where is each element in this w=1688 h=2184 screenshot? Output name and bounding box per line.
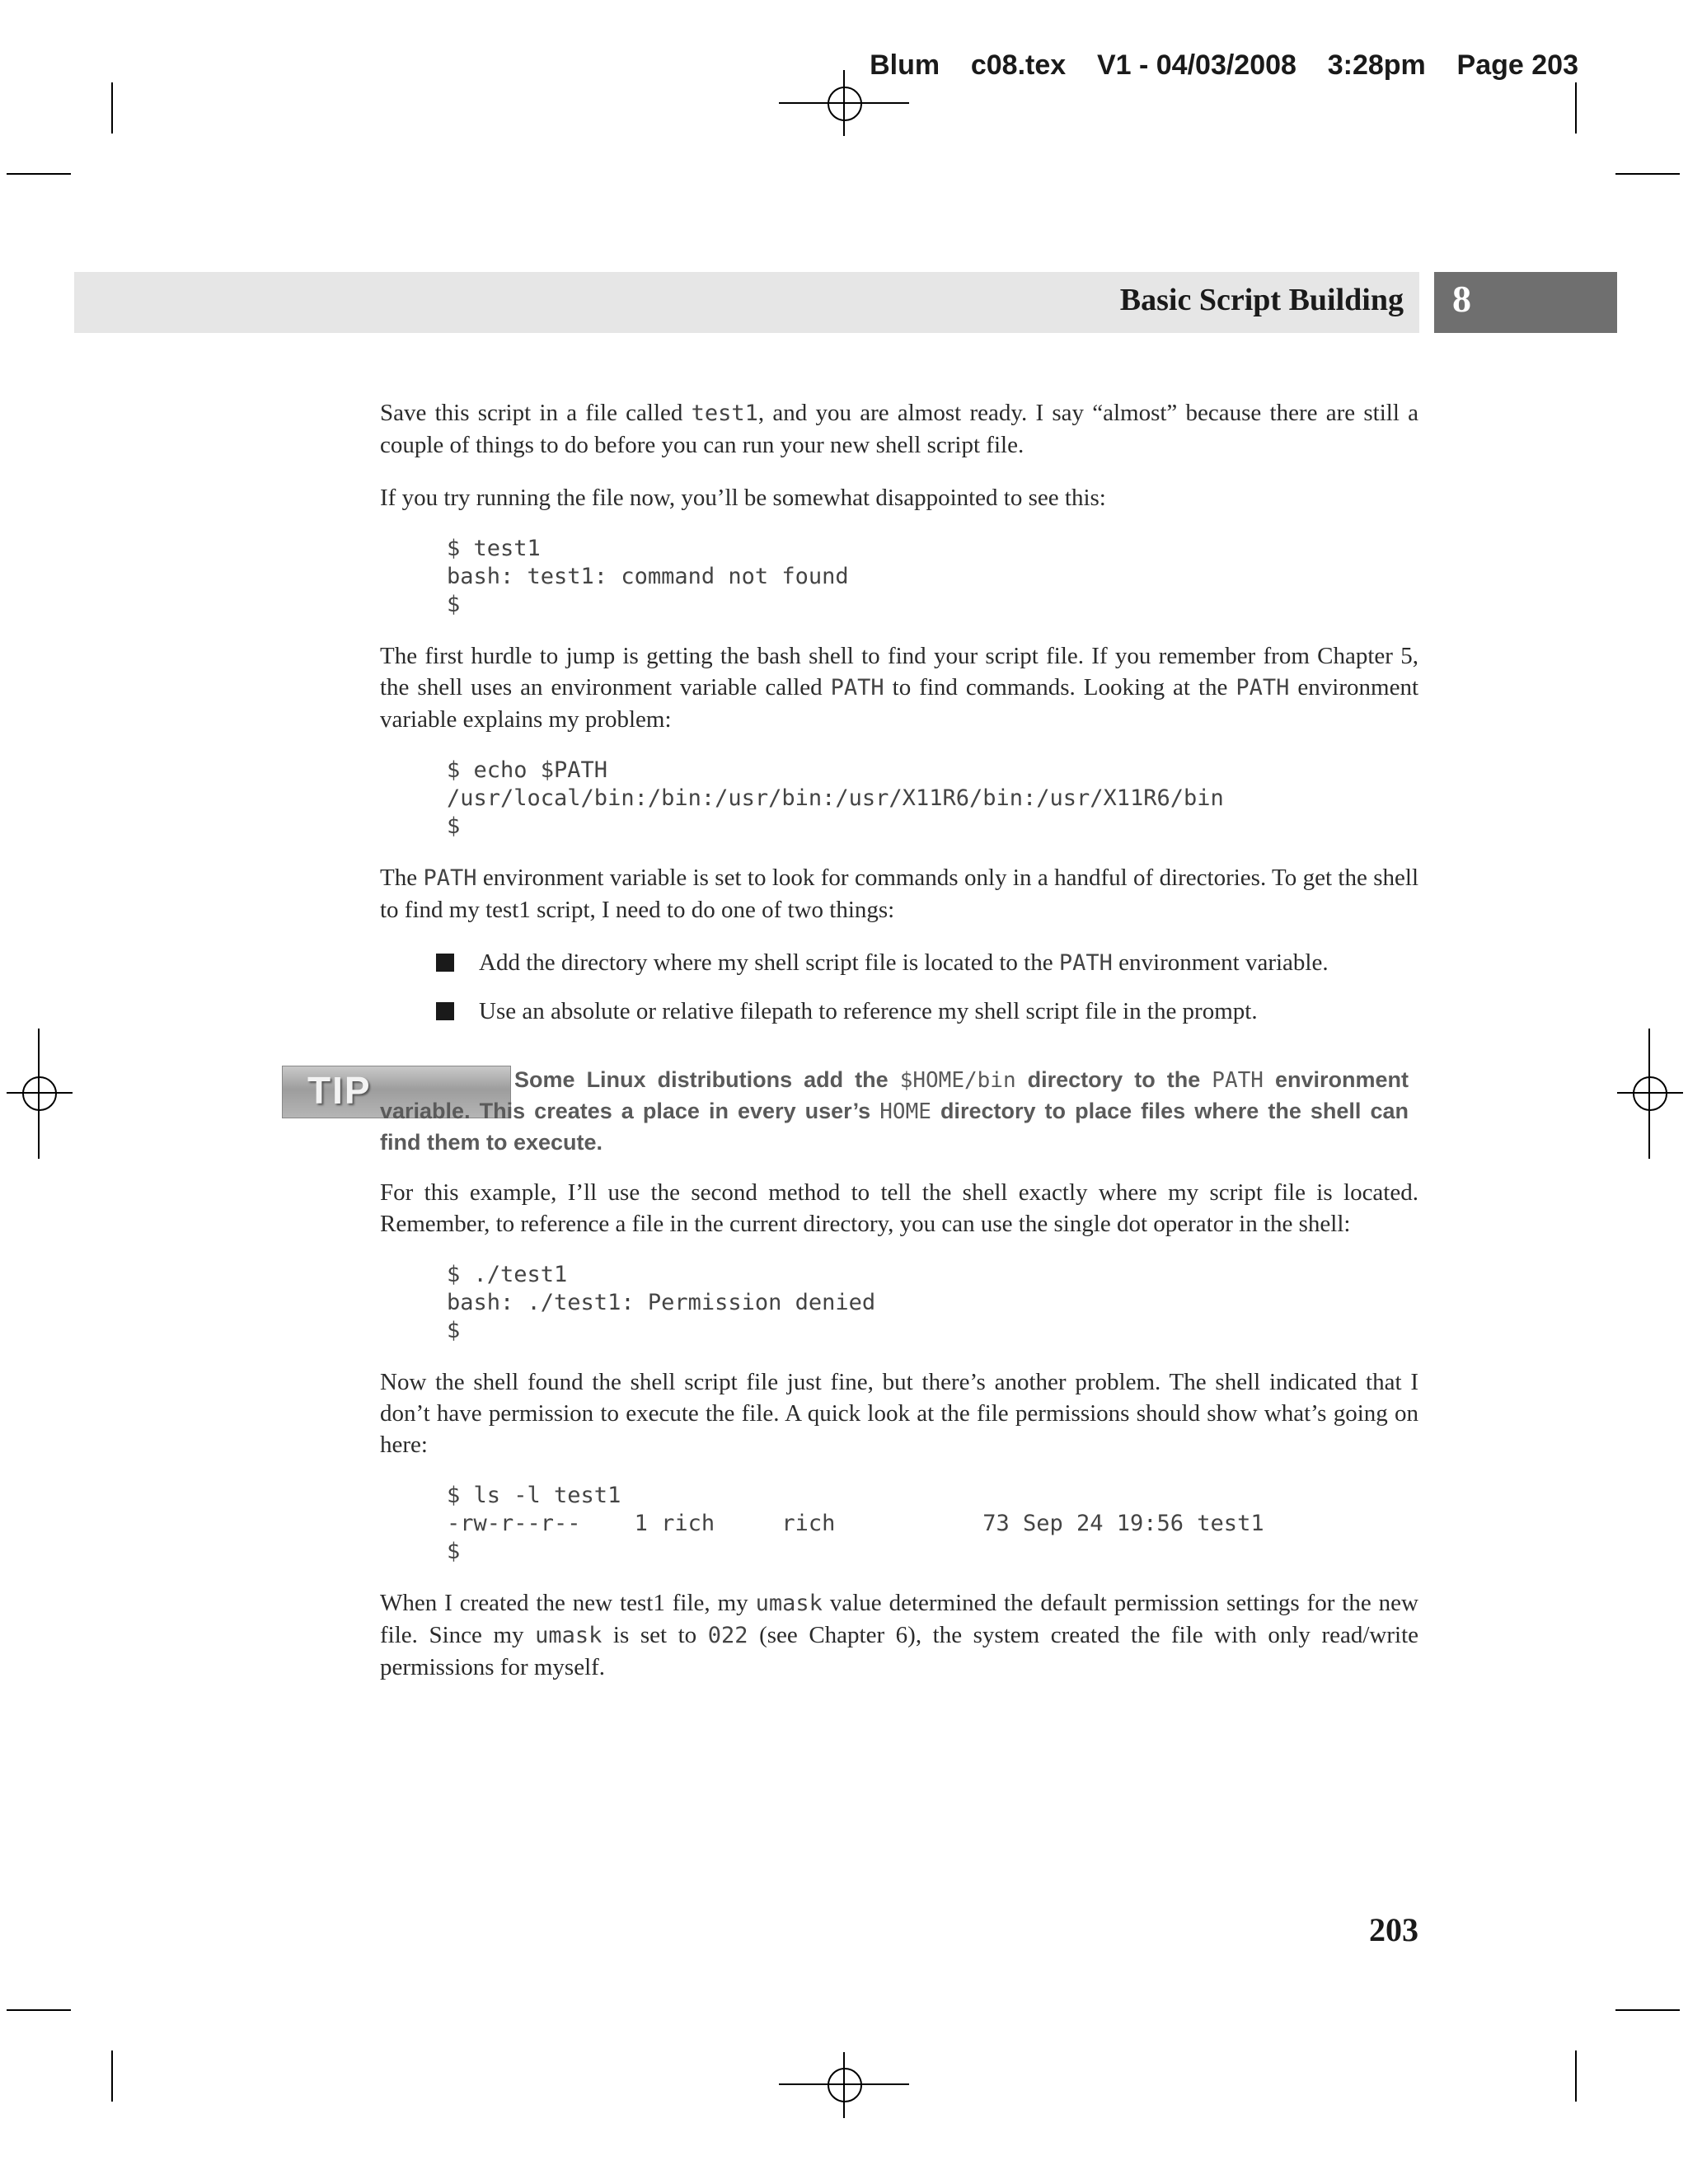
bullet-list: [380, 947, 1418, 1027]
crop-mark: [111, 2050, 113, 2102]
printer-slug: Blum c08.tex V1 - 04/03/2008 3:28pm Page 203: [870, 49, 1578, 81]
paragraph: If you try running the file now, you’ll be somewhat disappointed to see this:: [380, 485, 1106, 511]
bullet-square-icon: [436, 954, 454, 972]
code-block: $ ./test1 bash: ./test1: Permission denied $: [447, 1262, 876, 1343]
crop-mark: [111, 82, 113, 134]
crop-mark: [1615, 2009, 1680, 2011]
registration-circle: [22, 1076, 57, 1111]
paragraph: Now the shell found the shell script file just fine, but there’s another problem. The shell indicated that I don’t have permission to execute the file. A quick look at the file permissions should show what’s going on here:: [380, 1369, 1418, 1458]
tip-text: Some Linux distributions add the $HOME/bin directory to the PATH environment variable. This creates a place in every user’s HOME directory to place files where the shell can find them to execute.: [380, 1067, 1409, 1155]
paragraph: The first hurdle to jump is getting the bash shell to find your script file. If you remember from Chapter 5, the shell uses an environment variable called PATH to find commands. Looking at the PATH environment variable explains my problem:: [380, 643, 1419, 733]
paragraph: The PATH environment variable is set to look for commands only in a handful of directories. To get the shell to find my test1 script, I need to do one of two things:: [380, 865, 1418, 923]
page-number: 203: [1369, 1911, 1418, 1948]
paragraph: Save this script in a file called test1, and you are almost ready. I say “almost” because there are still a couple of things to do before you can run your new shell script file.: [380, 400, 1418, 458]
registration-circle: [1633, 1076, 1667, 1111]
code-block: $ echo $PATH /usr/local/bin:/bin:/usr/bin:/usr/X11R6/bin:/usr/X11R6/bin $: [447, 757, 1224, 839]
registration-circle: [828, 2068, 862, 2102]
list-item: Add the directory where my shell script file is located to the PATH environment variable.: [380, 947, 1418, 979]
paragraph: When I created the new test1 file, my umask value determined the default permission settings for the new file. Since my umask is set to 022 (see Chapter 6), the system created the file with only read/write permissions for myself.: [380, 1590, 1419, 1680]
crop-mark: [7, 2009, 71, 2011]
crop-mark: [7, 173, 71, 175]
chapter-title: Basic Script Building: [1119, 283, 1404, 317]
code-block: $ test1 bash: test1: command not found $: [447, 536, 849, 617]
crop-mark: [1615, 173, 1680, 175]
crop-mark: [1575, 82, 1577, 134]
bullet-square-icon: [436, 1002, 454, 1020]
chapter-number: 8: [1452, 278, 1471, 320]
crop-mark: [1575, 2050, 1577, 2102]
paragraph: For this example, I’ll use the second method to tell the shell exactly where my script file is located. Remember, to reference a file in the current directory, you can use the single dot operator in the shell:: [380, 1179, 1418, 1237]
tip-label: TIP: [307, 1069, 372, 1112]
list-item: Use an absolute or relative filepath to reference my shell script file in the prompt.: [380, 996, 1418, 1027]
code-block: $ ls -l test1 -rw-r--r-- 1 rich rich 73 Sep 24 19:56 test1 $: [447, 1483, 1264, 1564]
body-text-top: [380, 397, 1418, 1047]
body-text-bottom: [380, 1177, 1418, 1704]
registration-circle: [828, 87, 862, 121]
